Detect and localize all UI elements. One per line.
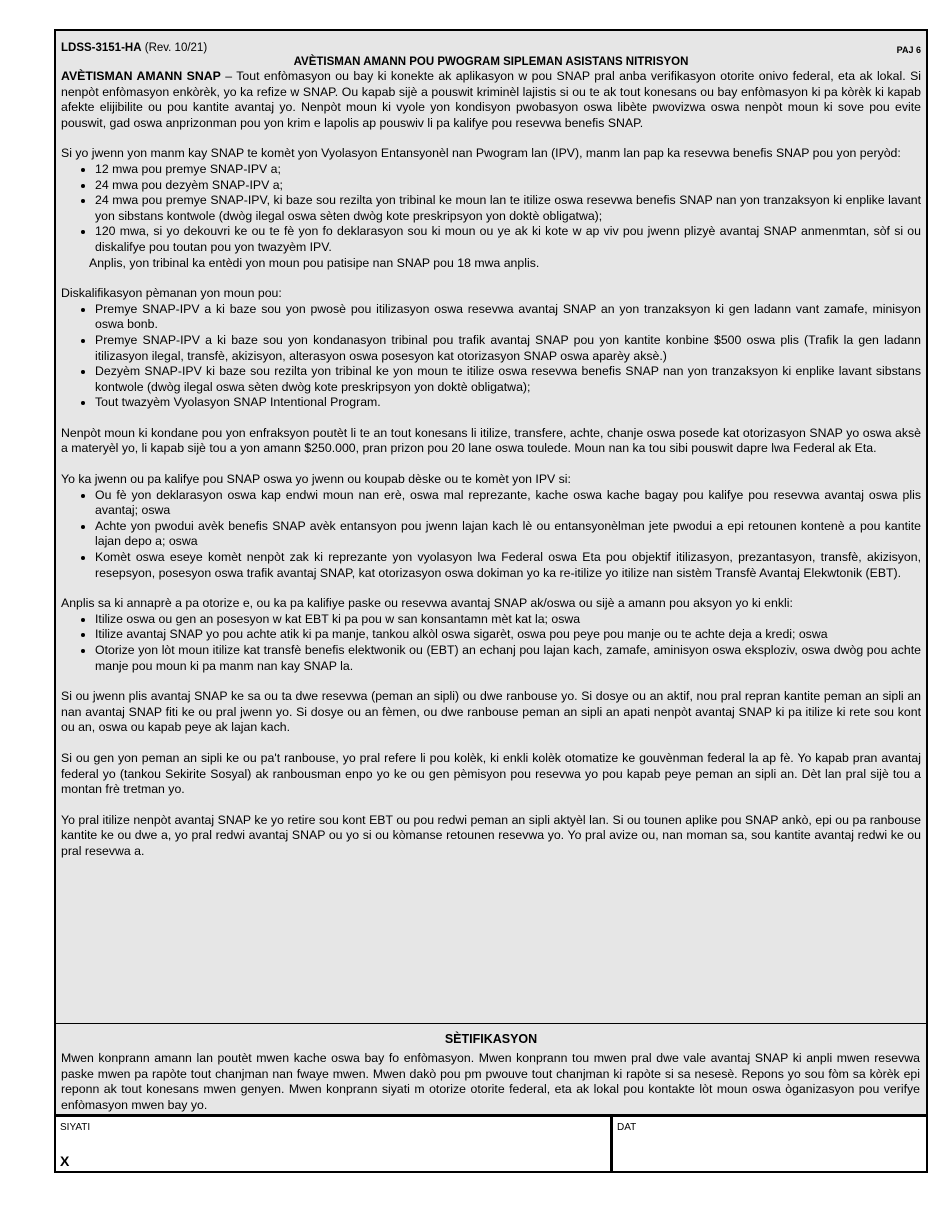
signature-field[interactable] — [56, 1117, 613, 1171]
list-item: • Premye SNAP-IPV a ki baze sou yon pwosè pou itilizasyon oswa resevwa avantaj SNAP an yon tranzaksyon ki gen ladann vant zamafe, minisyon oswa bonb. — [95, 302, 921, 333]
ineligible-list — [61, 488, 921, 582]
list-item: • Otorize yon lòt moun itilize kat transfè benefis elektwonik ou (EBT) an echanj pou lajan kach, zamafe, aminisyon oswa eksploziv, oswa dwòg pou achte manje pou moun ki pa manm nan kay SNAP la. — [95, 643, 921, 674]
warning-lead: AVÈTISMAN AMANN SNAP — [61, 69, 221, 83]
warning-paragraph — [61, 69, 921, 131]
list-item: • Achte yon pwodui avèk benefis SNAP avèk entansyon pou jwenn lajan kach lè ou entansyonèlman jete pwodui a epi retounen kontenè a pou kantite lajan depo a; oswa — [95, 519, 921, 550]
list-item: • Komèt oswa eseye komèt nenpòt zak ki reprezante yon vyolasyon lwa Federal oswa Eta pou objektif itilizasyon, prezantasyon, transfè, akizisyon, resepsyon, posesyon oswa trafik avantaj SNAP, kat otorizasyon oswa dokiman yo ka re-itilize yo itilize nan sistèm Transfè Avantaj Elekwtonik (EBT). — [95, 550, 921, 581]
list-item: • Premye SNAP-IPV a ki baze sou yon kondanasyon tribinal pou trafik avantaj SNAP pou yon kantite konbine $500 oswa plis (Trafik la gen ladann itilizasyon ilegal, transfè, akizisyon, alterasyon oswa posesyon kat otorizasyon SNAP oswa aparèy aksè.) — [95, 333, 921, 364]
list-item: • Itilize avantaj SNAP yo pou achte atik ki pa manje, tankou alkòl oswa sigarèt, oswa pou peye pou manje ou te achte deja a kredi; oswa — [95, 627, 921, 643]
penalty-paragraph: Nenpòt moun ki kondane pou yon enfraksyon poutèt li te an tout konesans li itilize, transfere, achte, chanje oswa posede kat otorizasyon SNAP yo oswa aksè a materyèl yo, li kapab sijè tou a yon amann $250.000, pran prizon pou 20 lane oswa toulede. Moun nan ka tou sibi pouswit dapre lwa Federal ak Eta. — [61, 425, 921, 456]
signature-x-mark: X — [60, 1153, 70, 1169]
form-code-line — [61, 41, 207, 57]
list-item: • 24 mwa pou premye SNAP-IPV, ki baze sou rezilta yon tribinal ke moun lan te itilize oswa resevwa benefis SNAP nan yon tranzaksyon ki enplike lavant yon sibstans kontwole (dwòg ilegal oswa sèten dwòg kote preskripsyon yon doktè obligatwa); — [95, 193, 921, 224]
list-item: • Itilize oswa ou gen an posesyon w kat EBT ki pa pou w san konsantamn mèt kat la; oswa — [95, 612, 921, 628]
form-revision: (Rev. 10/21) — [144, 42, 208, 54]
list-item: • Dezyèm SNAP-IPV ki baze sou rezilta yon tribinal ke yon moun te itilize oswa resevwa benefis SNAP nan yon tranzaksyon ki enplike lavant sibstans kontwole (dwòg ilegal oswa sèten dwòg kote preskripsyon yon doktè obligatwa); — [95, 364, 921, 395]
form-header — [61, 41, 921, 55]
certification-title: SÈTIFIKASYON — [444, 1032, 538, 1046]
snap-warning-form — [54, 29, 928, 1173]
ipv-outro: Anplis, yon tribinal ka entèdi yon moun pou patisipe nan SNAP pou 18 mwa anplis. — [89, 255, 540, 270]
signature-row — [56, 1114, 926, 1171]
date-label: DAT — [617, 1122, 637, 1133]
list-item: • 24 mwa pou dezyèm SNAP-IPV a; — [95, 178, 921, 194]
ipv-list — [61, 162, 921, 256]
list-item: • Ou fè yon deklarasyon oswa kap endwi moun nan erè, oswa mal reprezante, kache oswa kache bagay pou kalifye pou resevwa avantaj oswa plis avantaj; oswa — [95, 488, 921, 519]
page-number: PAJ 6 — [896, 45, 921, 55]
overpayment-paragraph: Si ou jwenn plis avantaj SNAP ke sa ou ta dwe resevwa (peman an sipli) ou dwe ranbouse yo. Si dosye ou an aktif, nou pral repran kantite peman an sipli an nan avantaj SNAP fiti ke ou pral jwenn yo. Si dosye ou an fèmen, ou dwe ranbouse peman an sipli an apati nenpòt avantaj SNAP ki pa itilize ki rete sou kont ou an, oswa ou kapab peye ak lajan kach. — [61, 689, 921, 735]
ebt-paragraph: Yo pral itilize nenpòt avantaj SNAP ke yo retire sou kont EBT ou pou redwi peman an sipli aktyèl lan. Si ou tounen aplike pou SNAP ankò, epi ou pa ranbouse kantite ke ou dwe a, yo pral redwi avantaj SNAP ou yo si ou kòmanse retounen resevwa yo. Yo pral avize ou, nan moman sa, sou kantite avantaj redwi ke ou pral resevwa a. — [61, 812, 921, 858]
permanent-intro: Diskalifikasyon pèmanan yon moun pou: — [61, 286, 282, 301]
ineligible-intro: Yo ka jwenn ou pa kalifye pou SNAP oswa yo jwenn ou koupab dèske ou te komèt yon IPV si: — [61, 472, 571, 487]
date-field[interactable] — [613, 1117, 926, 1171]
form-title: AVÈTISMAN AMANN POU PWOGRAM SIPLEMAN ASISTANS NITRISYON — [293, 56, 689, 68]
signature-label: SIYATI — [60, 1122, 91, 1133]
certification-text: Mwen konprann amann lan poutèt mwen kache oswa bay fo enfòmasyon. Mwen konprann tou mwen pral dwe vale avantaj SNAP ki anpli mwen resevwa paske mwen pa rapòte tout chanjman nan fwaye mwen. Mwen dakò pou pm pwouve tout chanjman ki rapòte si sa nesesè. Repons yo sou fòm sa kòrèk epi reponn ak tout konesans mwen genyen. Mwen konprann siyati m otorize otorite federal, eta ak lokal pou kontakte lòt moun oswa òganizasyon pou verifye enfòmasyon mwen bay yo. — [61, 1051, 920, 1112]
also-list — [61, 612, 921, 674]
permanent-list — [61, 302, 921, 411]
ipv-intro: Si yo jwenn yon manm kay SNAP te komèt yon Vyolasyon Entansyonèl nan Pwogram lan (IPV), manm lan pap ka resevwa benefis SNAP pou yon peryòd: — [61, 146, 901, 161]
certification-section — [56, 1023, 926, 1171]
list-item: • 12 mwa pou premye SNAP-IPV a; — [95, 162, 921, 178]
list-item: • Tout twazyèm Vyolasyon SNAP Intentional Program. — [95, 395, 921, 411]
form-code: LDSS-3151-HA — [61, 42, 142, 54]
list-item: • 120 mwa, si yo dekouvri ke ou te fè yon fo deklarasyon sou ki moun ou ye ak ki kote w ap viv pou jwenn plizyè avantaj SNAP anmenmtan, sòf si ou diskalifye pou toutan pou yon twazyèm IPV. — [95, 224, 921, 255]
warning-text: – Tout enfòmasyon ou bay ki konekte ak aplikasyon w pou SNAP pral anba verifikasyon otorite onivo federal, eta ak lokal. Si nenpòt enfòmasyon enkòrèk, yo ka refize w SNAP. Ou kapab sijè a pouswit kriminèl lajistis si ou te ak tout konesans ou bay enfòmasyon ki pa kòrèk ki kapab afekte elijibilite ou pou kantite avantaj yo. Nenpòt moun ki vyole yon kondisyon pwobasyon oswa libète pwovizwa oswa nenpòt moun ki sove pou evite pouswit, gad oswa anprizonman pou yon krim e lapolis ap pouswiv li pa kalifye pou resevwa benefis SNAP. — [61, 69, 921, 130]
form-content — [56, 31, 926, 1023]
also-intro: Anplis sa ki annaprè a pa otorize e, ou ka pa kalifiye paske ou resevwa avantaj SNAP ak/oswa ou sijè a amann pou aksyon yo ki enkli: — [61, 596, 793, 611]
collection-paragraph: Si ou gen yon peman an sipli ke ou pa't ranbouse, yo pral refere li pou kolèk, ki enkli kolèk otomatize ke gouvènman federal la ap fè. Yo kapab pran avantaj federal yo (tankou Sekirite Sosyal) ak ranbousman enpo yo ke ou gen pèmisyon pou resevwa yo pou kapab peye peman an sipli an. Dèt lan pral sijè tou a montan frè tretman yo. — [61, 750, 921, 797]
